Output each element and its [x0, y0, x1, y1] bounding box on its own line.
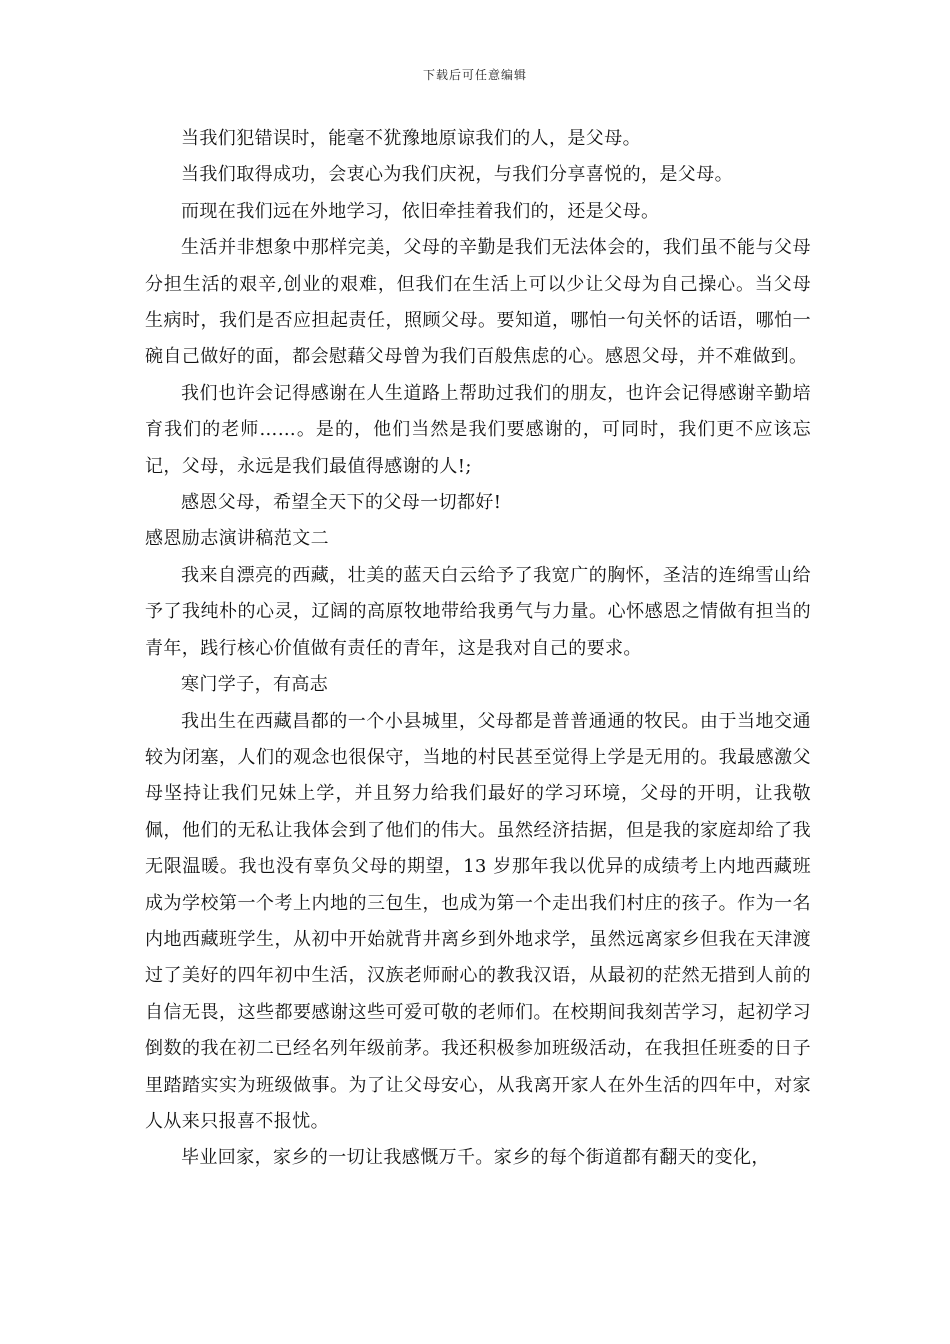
section-heading: 感恩励志演讲稿范文二 [145, 528, 329, 550]
paragraph-8: 寒门学子，有高志 [181, 674, 329, 696]
paragraph-2: 当我们取得成功，会衷心为我们庆祝，与我们分享喜悦的，是父母。 [181, 164, 733, 186]
paragraph-3: 而现在我们远在外地学习，依旧牵挂着我们的，还是父母。 [181, 200, 660, 222]
paragraph-1: 当我们犯错误时，能毫不犹豫地原谅我们的人，是父母。 [181, 128, 641, 149]
paragraph-4: 生活并非想象中那样完美，父母的辛勤是我们无法体会的，我们虽不能与父母分担生活的艰辛,创业的艰难，但我们在生活上可以少让父母为自己操心。当父母生病时，我们是否应担起责任，照顾父母。要知道，哪怕一句关怀的话语，哪怕一碗自己做好的面，都会慰藉父母曾为我们百般焦虑的心。感恩父母，并不难做到。 [145, 237, 811, 368]
document-body [145, 121, 811, 1177]
page-header: 下载后可任意编辑 [422, 68, 527, 82]
paragraph-10: 毕业回家，家乡的一切让我感慨万千。家乡的每个街道都有翻天的变化， [181, 1147, 770, 1169]
paragraph-9: 我出生在西藏昌都的一个小县城里，父母都是普普通通的牧民。由于当地交通较为闭塞，人们的观念也很保守，当地的村民甚至觉得上学是无用的。我最感激父母坚持让我们兄妹上学，并且努力给我们最好的学习环境，父母的开明，让我敬佩，他们的无私让我体会到了他们的伟大。虽然经济拮据，但是我的家庭却给了我无限温暖。我也没有辜负父母的期望，13 岁那年我以优异的成绩考上内地西藏班成为学校第一个考上内地的三包生，也成为第一个走出我们村庄的孩子。作为一名内地西藏班学生，从初中开始就背井离乡到外地求学，虽然远离家乡但我在天津渡过了美好的四年初中生活，汉族老师耐心的教我汉语，从最初的茫然无措到人前的自信无畏，这些都要感谢这些可爱可敬的老师们。在校期间我刻苦学习，起初学习倒数的我在初二已经名列年级前茅。我还积极参加班级活动，在我担任班委的日子里踏踏实实为班级做事。为了让父母安心，从我离开家人在外生活的四年中，对家人从来只报喜不报忧。 [145, 710, 811, 1132]
paragraph-7: 我来自漂亮的西藏，壮美的蓝天白云给予了我宽广的胸怀，圣洁的连绵雪山给予了我纯朴的心灵，辽阔的高原牧地带给我勇气与力量。心怀感恩之情做有担当的青年，践行核心价值做有责任的青年，这是我对自己的要求。 [145, 564, 811, 659]
paragraph-5: 我们也许会记得感谢在人生道路上帮助过我们的朋友，也许会记得感谢辛勤培育我们的老师……。是的，他们当然是我们要感谢的，可同时，我们更不应该忘记，父母，永远是我们最值得感谢的人!; [145, 382, 811, 477]
paragraph-6: 感恩父母，希望全天下的父母一切都好! [181, 492, 502, 514]
